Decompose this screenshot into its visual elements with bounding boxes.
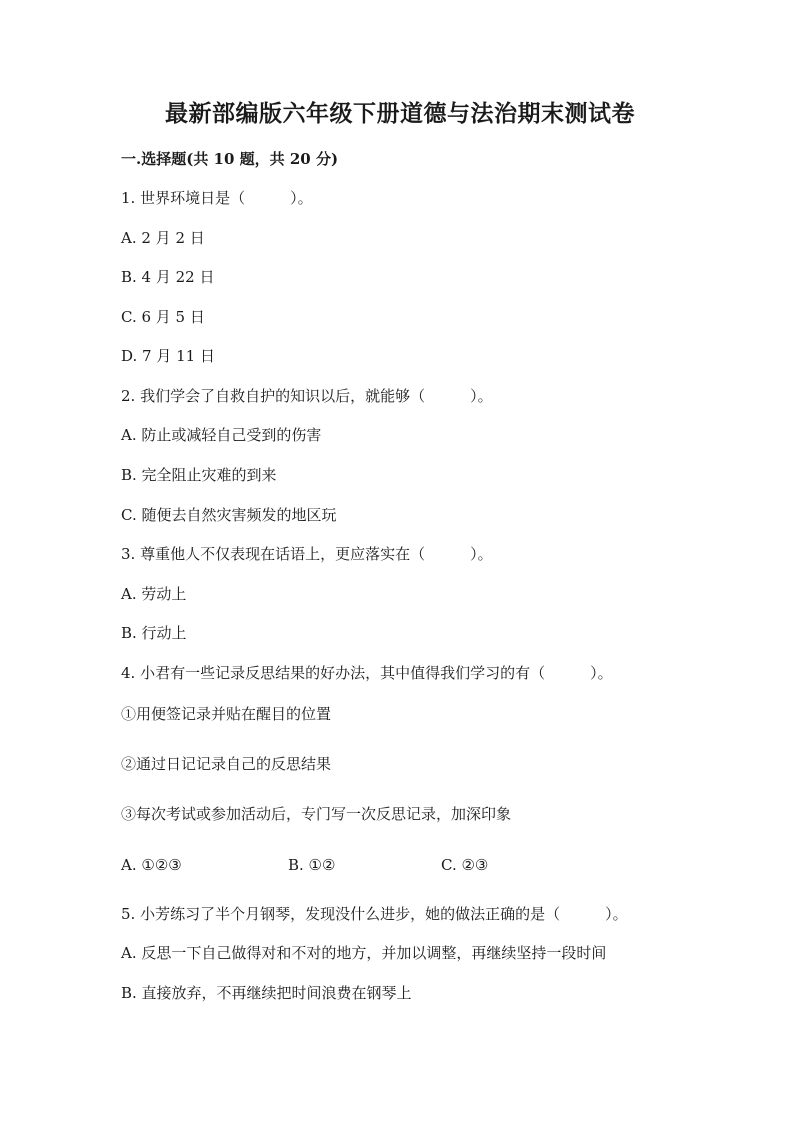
question-1-option-b: B. 4 月 22 日: [121, 268, 215, 286]
question-3-option-b: B. 行动上: [121, 624, 187, 642]
question-2-option-b: B. 完全阻止灾难的到来: [121, 466, 277, 484]
section-heading: 一.选择题(共 10 题，共 20 分): [121, 150, 339, 168]
question-5-stem: 5. 小芳练习了半个月钢琴，发现没什么进步，她的做法正确的是（ ）。: [121, 905, 628, 923]
question-3-stem: 3. 尊重他人不仅表现在话语上，更应落实在（ ）。: [121, 545, 493, 563]
question-4-stem: 4. 小君有一些记录反思结果的好办法，其中值得我们学习的有（ ）。: [121, 664, 613, 682]
question-4-option-b: B. ①②: [288, 856, 336, 874]
question-1-option-a: A. 2 月 2 日: [121, 229, 205, 247]
question-4-item-2: ②通过日记记录自己的反思结果: [121, 755, 332, 773]
question-1-option-c: C. 6 月 5 日: [121, 308, 205, 326]
question-3-option-a: A. 劳动上: [121, 585, 187, 603]
question-1-stem: 1. 世界环境日是（ ）。: [121, 189, 313, 207]
question-4-option-c: C. ②③: [441, 856, 489, 874]
page-title: 最新部编版六年级下册道德与法治期末测试卷: [165, 100, 635, 127]
question-2-option-c: C. 随便去自然灾害频发的地区玩: [121, 506, 337, 524]
question-1-option-d: D. 7 月 11 日: [121, 347, 215, 365]
question-5-option-a: A. 反思一下自己做得对和不对的地方，并加以调整，再继续坚持一段时间: [121, 944, 607, 962]
question-4-item-3: ③每次考试或参加活动后，专门写一次反思记录，加深印象: [121, 805, 512, 823]
question-5-option-b: B. 直接放弃，不再继续把时间浪费在钢琴上: [121, 984, 412, 1002]
question-4-item-1: ①用便签记录并贴在醒目的位置: [121, 705, 332, 723]
question-4-option-a: A. ①②③: [121, 856, 182, 874]
question-4-options-row: [121, 855, 681, 875]
question-2-option-a: A. 防止或减轻自己受到的伤害: [121, 426, 322, 444]
question-2-stem: 2. 我们学会了自救自护的知识以后，就能够（ ）。: [121, 387, 493, 405]
